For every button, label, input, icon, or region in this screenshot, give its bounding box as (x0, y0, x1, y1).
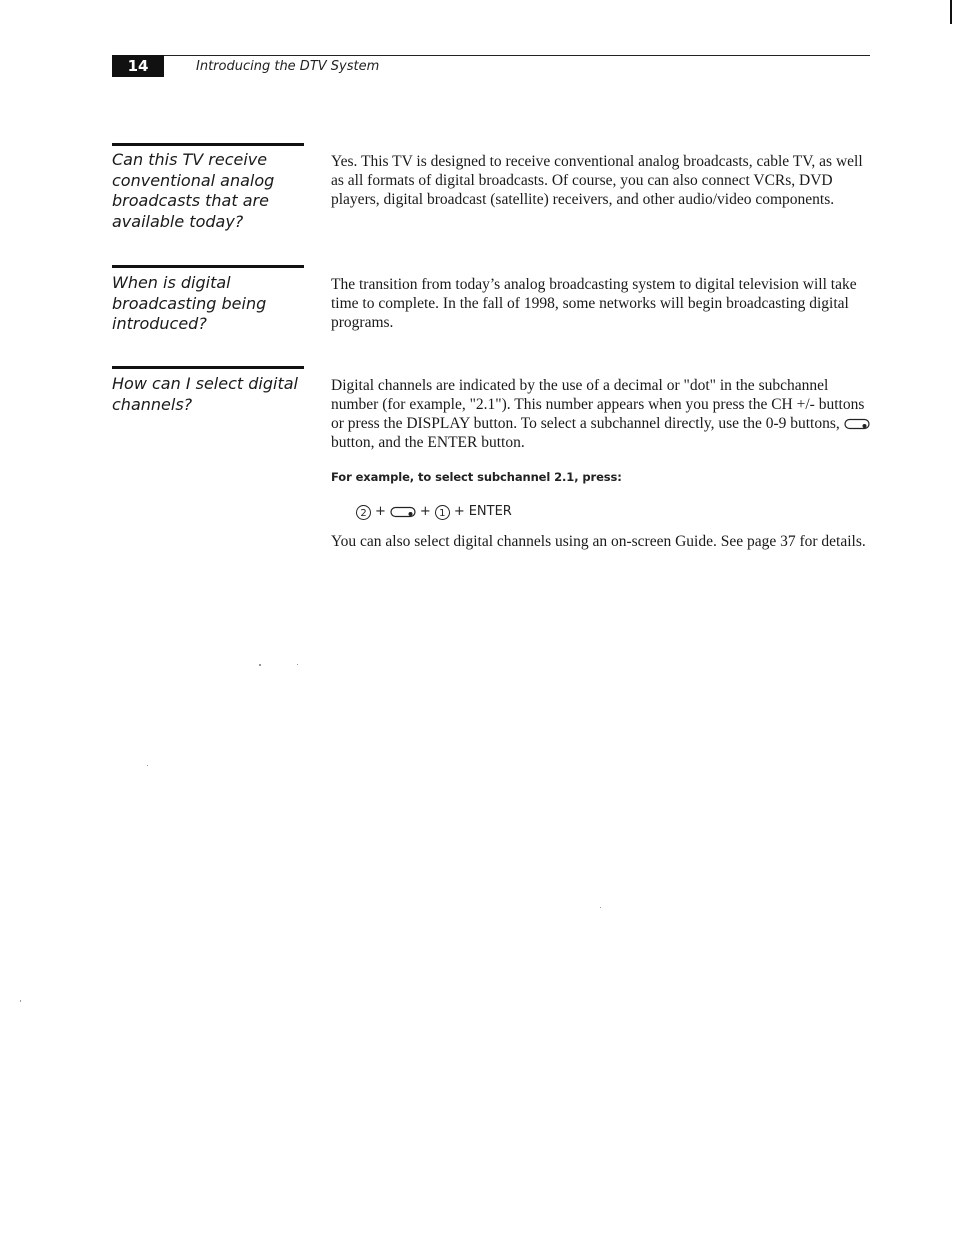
plus-sign: + (453, 504, 465, 519)
question-rule (112, 265, 304, 268)
answer-paragraph: The transition from today’s analog broadcasting system to digital television will take time to complete. In the fall of 1998, some networks will begin broadcasting digital programs. (331, 276, 857, 331)
answer-text: Digital channels are indicated by the use of a decimal or "dot" in the subchannel number (for example, "2.1"). This number appears when you press the CH +/- buttons or press the DISPLAY button. To select a subchannel directly, use the 0-9 buttons, (331, 377, 865, 432)
digit-button-icon: 1 (435, 505, 450, 520)
example-intro: For example, to select subchannel 2.1, press: (331, 470, 622, 484)
dot-button-icon (390, 506, 416, 518)
plus-sign: + (419, 504, 431, 519)
question-rule (112, 366, 304, 369)
dot-button-icon (844, 418, 870, 430)
question-heading: Can this TV receive conventional analog broadcasts that are available today? (112, 150, 275, 231)
scan-speck (147, 765, 148, 766)
scan-speck (297, 664, 298, 665)
header-rule (112, 55, 870, 56)
question-heading: How can I select digital channels? (112, 374, 298, 414)
answer-text: button, and the ENTER button. (331, 434, 525, 451)
question-heading: When is digital broadcasting being introduced? (112, 273, 267, 333)
scan-speck (259, 664, 261, 666)
answer-paragraph: Yes. This TV is designed to receive conventional analog broadcasts, cable TV, as well as all formats of digital broadcasts. Of course, you can also connect VCRs, DVD players, digital broadcast (satellite) receivers, and other audio/video components. (331, 153, 863, 208)
answer-paragraph: You can also select digital channels using an on-screen Guide. See page 37 for details. (331, 533, 866, 550)
enter-label: ENTER (468, 504, 512, 519)
plus-sign: + (375, 504, 386, 519)
scan-speck (20, 1000, 21, 1002)
page-edge-mark (950, 0, 952, 24)
digit-button-icon: 2 (356, 505, 371, 520)
scan-speck (600, 907, 601, 908)
page-number: 14 (112, 55, 164, 77)
answer-paragraph (331, 376, 871, 452)
question-rule (112, 143, 304, 146)
running-title: Introducing the DTV System (196, 59, 380, 74)
button-sequence (356, 503, 512, 521)
